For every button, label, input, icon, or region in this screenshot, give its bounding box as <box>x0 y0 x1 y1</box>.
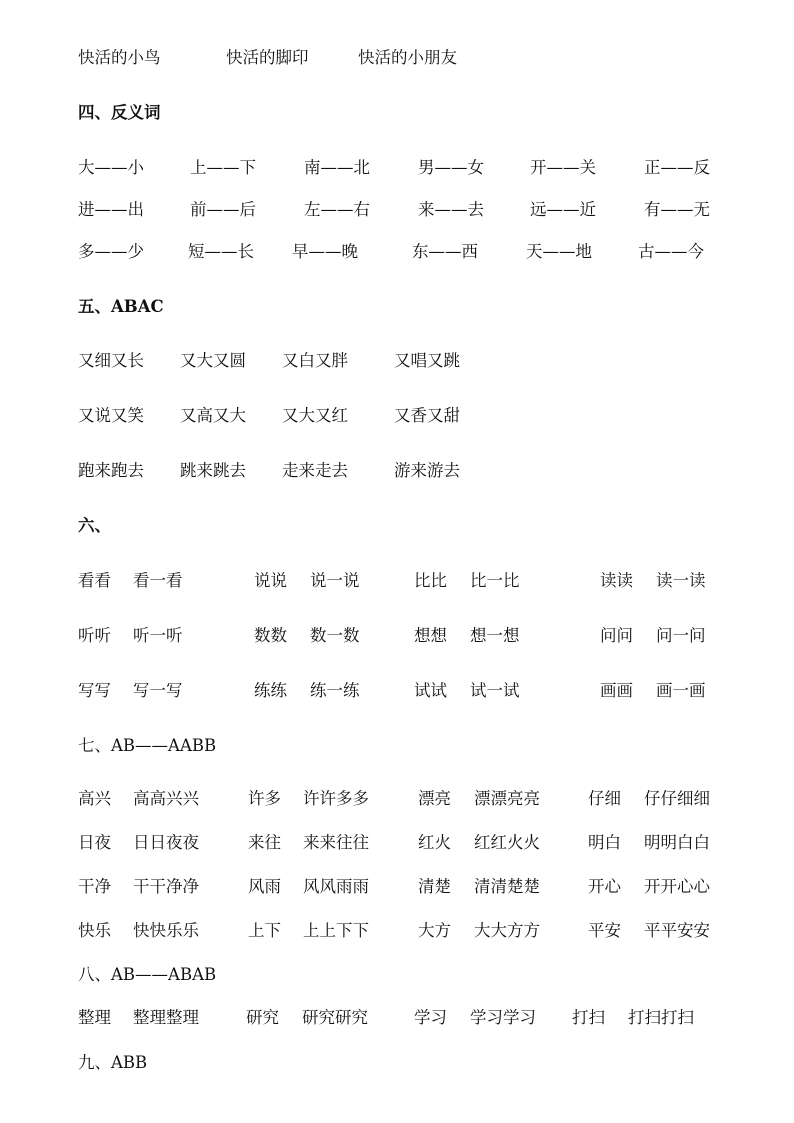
word: 打扫打扫 <box>628 1008 694 1027</box>
word: 许多 <box>248 789 281 808</box>
antonym-pair: 前——后 <box>190 200 256 219</box>
word: 平平安安 <box>644 921 710 940</box>
phrase: 快活的小鸟 <box>78 48 161 67</box>
word: 漂亮 <box>418 789 451 808</box>
abac-phrase: 跳来跳去 <box>180 461 246 480</box>
word: 仔细 <box>588 789 621 808</box>
abac-phrase: 跑来跑去 <box>78 461 144 480</box>
word: 比比 <box>414 571 447 590</box>
abac-phrase: 又大又圆 <box>180 351 246 370</box>
word: 上下 <box>248 921 281 940</box>
antonym-pair: 东——西 <box>412 242 478 261</box>
word: 听听 <box>78 626 111 645</box>
abac-phrase: 走来走去 <box>282 461 348 480</box>
word: 明明白白 <box>644 833 710 852</box>
word: 明白 <box>588 833 621 852</box>
word: 想一想 <box>470 626 520 645</box>
word: 想想 <box>414 626 447 645</box>
word: 试试 <box>414 681 447 700</box>
word: 数数 <box>254 626 287 645</box>
word: 快快乐乐 <box>133 921 199 940</box>
word: 风风雨雨 <box>303 877 369 896</box>
word: 上上下下 <box>303 921 369 940</box>
antonym-pair: 多——少 <box>78 242 144 261</box>
abac-phrase: 又高又大 <box>180 406 246 425</box>
word: 高高兴兴 <box>133 789 199 808</box>
word: 日夜 <box>78 833 111 852</box>
section-heading: 七、AB——AABB <box>78 736 217 755</box>
antonym-pair: 古——今 <box>638 242 704 261</box>
word: 来往 <box>248 833 281 852</box>
section-heading: 八、AB——ABAB <box>78 965 217 984</box>
word: 看看 <box>78 571 111 590</box>
word: 漂漂亮亮 <box>474 789 540 808</box>
word: 数一数 <box>310 626 360 645</box>
antonym-pair: 上——下 <box>190 158 256 177</box>
word: 平安 <box>588 921 621 940</box>
antonym-pair: 来——去 <box>418 200 484 219</box>
word: 高兴 <box>78 789 111 808</box>
word: 学习 <box>414 1008 447 1027</box>
phrase: 快活的小朋友 <box>358 48 457 67</box>
word: 打扫 <box>572 1008 605 1027</box>
word: 听一听 <box>133 626 183 645</box>
word: 日日夜夜 <box>133 833 199 852</box>
antonym-pair: 短——长 <box>188 242 254 261</box>
antonym-pair: 正——反 <box>644 158 710 177</box>
word: 清清楚楚 <box>474 877 540 896</box>
antonym-pair: 早——晚 <box>292 242 358 261</box>
word: 仔仔细细 <box>644 789 710 808</box>
word: 干干净净 <box>133 877 199 896</box>
word: 研究研究 <box>302 1008 368 1027</box>
section-heading: 九、ABB <box>78 1053 148 1072</box>
antonym-pair: 大——小 <box>78 158 144 177</box>
word: 研究 <box>246 1008 279 1027</box>
word: 练练 <box>254 681 287 700</box>
word: 读读 <box>600 571 633 590</box>
antonym-pair: 男——女 <box>418 158 484 177</box>
antonym-pair: 南——北 <box>304 158 370 177</box>
word: 清楚 <box>418 877 451 896</box>
section-heading: 四、反义词 <box>78 103 161 122</box>
abac-phrase: 又唱又跳 <box>394 351 460 370</box>
word: 说一说 <box>310 571 360 590</box>
word: 问问 <box>600 626 633 645</box>
antonym-pair: 远——近 <box>530 200 596 219</box>
section-heading: 六、 <box>78 516 111 535</box>
word: 写写 <box>78 681 111 700</box>
word: 大方 <box>418 921 451 940</box>
word: 试一试 <box>470 681 520 700</box>
word: 写一写 <box>133 681 183 700</box>
antonym-pair: 有——无 <box>644 200 710 219</box>
word: 红火 <box>418 833 451 852</box>
word: 许许多多 <box>303 789 369 808</box>
word: 风雨 <box>248 877 281 896</box>
word: 快乐 <box>78 921 111 940</box>
phrase: 快活的脚印 <box>226 48 309 67</box>
abac-phrase: 又说又笑 <box>78 406 144 425</box>
word: 画一画 <box>656 681 706 700</box>
abac-phrase: 又细又长 <box>78 351 144 370</box>
word: 干净 <box>78 877 111 896</box>
abac-phrase: 游来游去 <box>394 461 460 480</box>
word: 整理 <box>78 1008 111 1027</box>
abac-phrase: 又白又胖 <box>282 351 348 370</box>
word: 开开心心 <box>644 877 710 896</box>
antonym-pair: 左——右 <box>304 200 370 219</box>
antonym-pair: 开——关 <box>530 158 596 177</box>
word: 画画 <box>600 681 633 700</box>
section-heading: 五、ABAC <box>78 297 164 316</box>
word: 开心 <box>588 877 621 896</box>
word: 整理整理 <box>133 1008 199 1027</box>
word: 问一问 <box>656 626 706 645</box>
antonym-pair: 天——地 <box>526 242 592 261</box>
word: 说说 <box>254 571 287 590</box>
abac-phrase: 又香又甜 <box>394 406 460 425</box>
word: 大大方方 <box>474 921 540 940</box>
word: 比一比 <box>470 571 520 590</box>
word: 看一看 <box>133 571 183 590</box>
antonym-pair: 进——出 <box>78 200 144 219</box>
word: 练一练 <box>310 681 360 700</box>
abac-phrase: 又大又红 <box>282 406 348 425</box>
word: 来来往往 <box>303 833 369 852</box>
word: 红红火火 <box>474 833 540 852</box>
word: 读一读 <box>656 571 706 590</box>
word: 学习学习 <box>470 1008 536 1027</box>
